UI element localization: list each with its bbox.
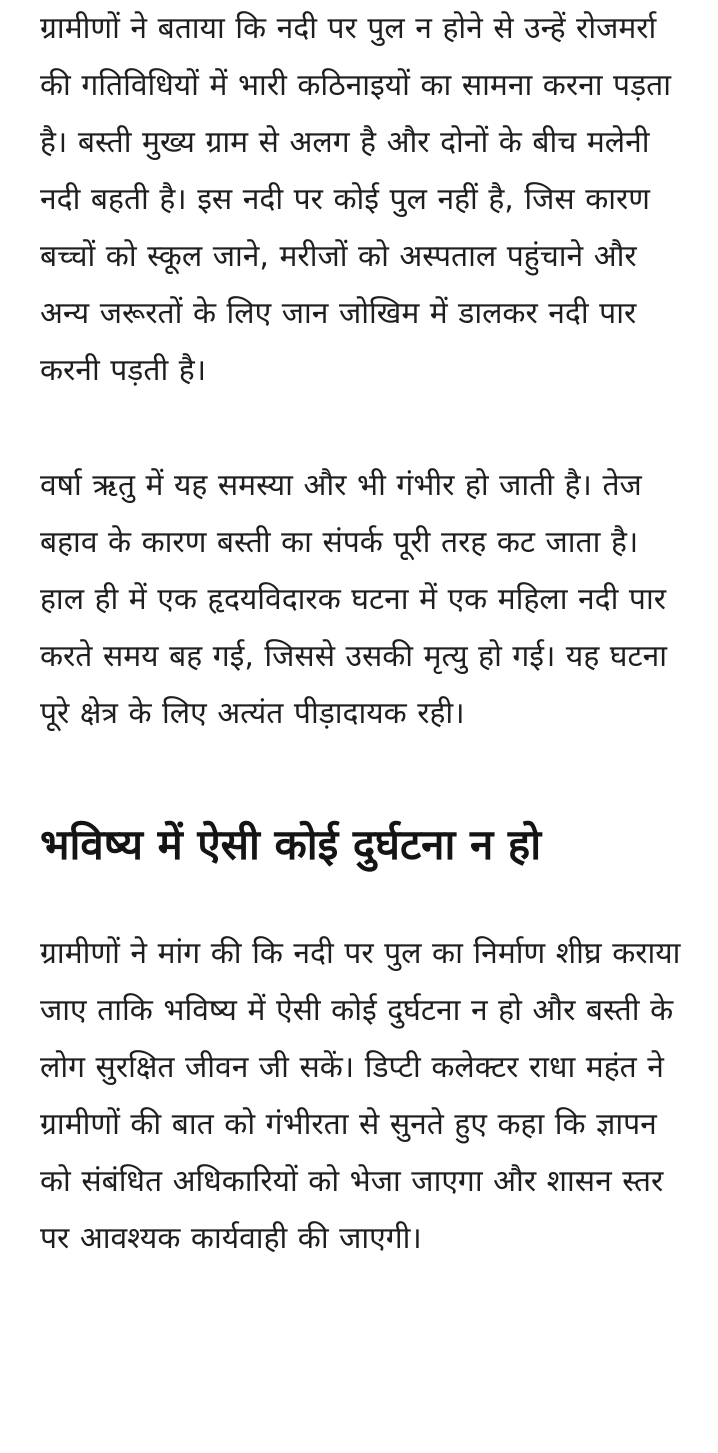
paragraph-villagers-problem: ग्रामीणों ने बताया कि नदी पर पुल न होने से उन्हें रोजमर्रा की गतिविधियों में भारी कठिनाइयों का सामना करना पड़ता है। बस्ती मुख्य ग्राम से अलग है और दोनों के बीच मलेनी नदी बहती है। इस नदी पर कोई पुल नहीं है, जिस कारण बच्चों को स्कूल जाने, मरीजों को अस्पताल पहुंचाने और अन्य जरूरतों के लिए जान जोखिम में डालकर नदी पार करनी पड़ती है।: [40, 11, 672, 388]
article-body: [40, 0, 688, 1267]
paragraph-demand: ग्रामीणों ने मांग की कि नदी पर पुल का निर्माण शीघ्र कराया जाए ताकि भविष्य में ऐसी कोई दुर्घटना न हो और बस्ती के लोग सुरक्षित जीवन जी सकें। डिप्टी कलेक्टर राधा महंत ने ग्रामीणों की बात को गंभीरता से सुनते हुए कहा कि ज्ञापन को संबंधित अधिकारियों को भेजा जाएगा और शासन स्तर पर आवश्यक कार्यवाही की जाएगी।: [40, 936, 681, 1256]
section-heading: भविष्य में ऐसी कोई दुर्घटना न हो: [40, 820, 542, 869]
paragraph-rainy-season: वर्षा ऋतु में यह समस्या और भी गंभीर हो जाती है। तेज बहाव के कारण बस्ती का संपर्क पूरी तरह कट जाता है। हाल ही में एक हृदयविदारक घटना में एक महिला नदी पार करते समय बह गई, जिससे उसकी मृत्यु हो गई। यह घटना पूरे क्षेत्र के लिए अत्यंत पीड़ादायक रही।: [40, 468, 668, 731]
